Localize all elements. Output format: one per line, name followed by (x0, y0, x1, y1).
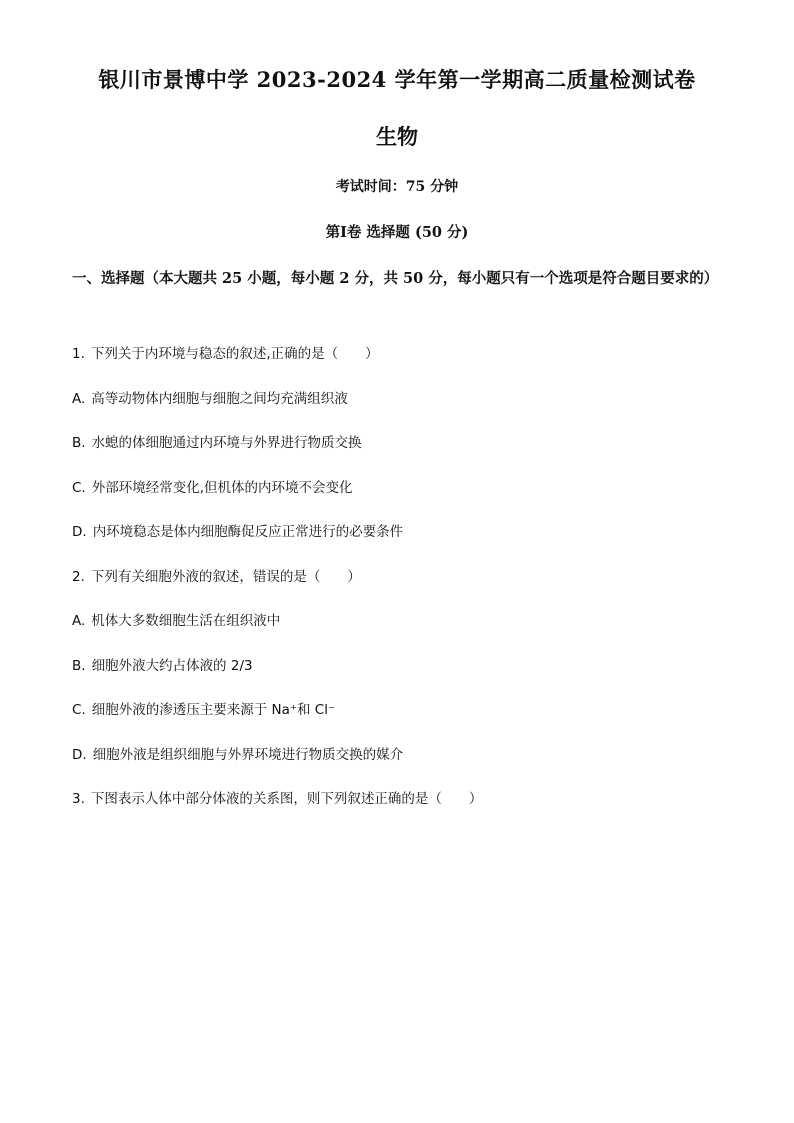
option-2d (72, 743, 403, 763)
question-stem: 下列关于内环境与稳态的叙述,正确的是（ ） (90, 346, 379, 362)
option-letter: C. (72, 702, 86, 718)
question-number: 2. (72, 569, 85, 585)
option-2a (72, 609, 280, 629)
section-title: 第Ⅰ卷 选择题 (50 分) (325, 224, 469, 241)
question-number: 1. (72, 346, 85, 362)
question-3 (72, 787, 482, 807)
option-1a (72, 387, 348, 407)
option-text: 细胞外液大约占体液的 2/3 (91, 658, 253, 674)
option-text: 水螅的体细胞通过内环境与外界进行物质交换 (91, 435, 362, 451)
option-1c (72, 476, 353, 496)
option-1b (72, 431, 362, 451)
option-1d (72, 520, 403, 540)
option-2b (72, 654, 253, 674)
question-stem: 下图表示人体中部分体液的关系图，则下列叙述正确的是（ ） (90, 791, 483, 807)
exam-title: 银川市景博中学 2023-2024 学年第一学期高二质量检测试卷 (98, 67, 696, 92)
option-2c (72, 698, 335, 718)
option-text: 内环境稳态是体内细胞酶促反应正常进行的必要条件 (92, 524, 404, 540)
option-letter: D. (72, 524, 87, 540)
subject-title: 生物 (376, 124, 418, 149)
option-text: 机体大多数细胞生活在组织液中 (91, 613, 281, 629)
question-number: 3. (72, 791, 85, 807)
option-letter: D. (72, 747, 87, 763)
exam-time: 考试时间：75 分钟 (335, 179, 459, 195)
option-letter: C. (72, 480, 86, 496)
section-instructions: 一、选择题（本大题共 25 小题，每小题 2 分，共 50 分，每小题只有一个选项是符合题目要求的） (72, 270, 719, 287)
option-letter: B. (72, 435, 86, 451)
option-text: 细胞外液是组织细胞与外界环境进行物质交换的媒介 (92, 747, 404, 763)
question-1 (72, 342, 379, 362)
question-stem: 下列有关细胞外液的叙述，错误的是（ ） (90, 569, 361, 585)
option-text: 高等动物体内细胞与细胞之间均充满组织液 (91, 391, 348, 407)
option-text: 细胞外液的渗透压主要来源于 Na⁺和 Cl⁻ (91, 702, 336, 718)
option-letter: A. (72, 613, 86, 629)
question-2 (72, 565, 361, 585)
option-letter: B. (72, 658, 86, 674)
option-text: 外部环境经常变化,但机体的内环境不会变化 (91, 480, 353, 496)
option-letter: A. (72, 391, 86, 407)
